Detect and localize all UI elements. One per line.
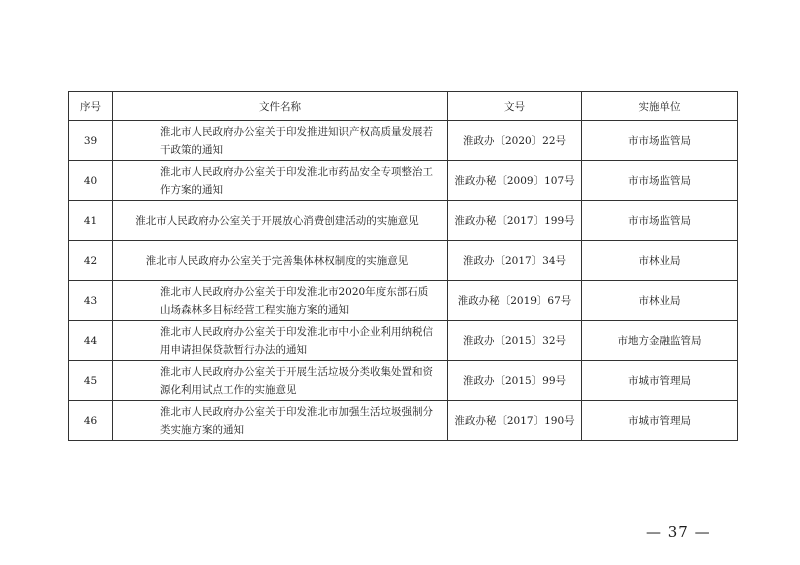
row-document-number: 淮政办秘〔2019〕67号 [448,281,582,321]
row-document-number: 淮政办〔2015〕99号 [448,361,582,401]
row-implementing-unit: 市林业局 [582,281,738,321]
header-implementing-unit: 实施单位 [582,92,738,121]
header-document-number: 文号 [448,92,582,121]
header-serial: 序号 [69,92,113,121]
row-implementing-unit: 市地方金融监管局 [582,321,738,361]
row-serial: 46 [69,401,113,441]
table-row [69,361,738,401]
page-number: — 37 — [646,523,711,541]
table-row [69,321,738,361]
row-file-name: 淮北市人民政府办公室关于印发淮北市2020年度东部石质山场森林多目标经营工程实施方案的通知 [113,281,448,321]
document-table [68,91,738,441]
row-implementing-unit: 市市场监管局 [582,121,738,161]
row-serial: 39 [69,121,113,161]
row-file-name: 淮北市人民政府办公室关于开展生活垃圾分类收集处置和资源化利用试点工作的实施意见 [113,361,448,401]
table-row [69,401,738,441]
table-row [69,201,738,241]
row-document-number: 淮政办秘〔2017〕199号 [448,201,582,241]
row-serial: 44 [69,321,113,361]
row-serial: 45 [69,361,113,401]
row-serial: 40 [69,161,113,201]
row-implementing-unit: 市城市管理局 [582,401,738,441]
row-implementing-unit: 市市场监管局 [582,201,738,241]
row-document-number: 淮政办〔2015〕32号 [448,321,582,361]
table-row [69,161,738,201]
row-serial: 42 [69,241,113,281]
table-row [69,241,738,281]
row-file-name: 淮北市人民政府办公室关于完善集体林权制度的实施意见 [113,241,448,281]
row-document-number: 淮政办秘〔2017〕190号 [448,401,582,441]
table-row [69,281,738,321]
row-file-name: 淮北市人民政府办公室关于印发淮北市加强生活垃圾强制分类实施方案的通知 [113,401,448,441]
row-file-name: 淮北市人民政府办公室关于开展放心消费创建活动的实施意见 [113,201,448,241]
row-file-name: 淮北市人民政府办公室关于印发推进知识产权高质量发展若干政策的通知 [113,121,448,161]
row-file-name: 淮北市人民政府办公室关于印发淮北市中小企业利用纳税信用申请担保贷款暂行办法的通知 [113,321,448,361]
row-document-number: 淮政办〔2017〕34号 [448,241,582,281]
row-document-number: 淮政办〔2020〕22号 [448,121,582,161]
row-implementing-unit: 市城市管理局 [582,361,738,401]
row-implementing-unit: 市市场监管局 [582,161,738,201]
table-header-row [69,92,738,121]
table-row [69,121,738,161]
row-implementing-unit: 市林业局 [582,241,738,281]
row-file-name: 淮北市人民政府办公室关于印发淮北市药品安全专项整治工作方案的通知 [113,161,448,201]
row-serial: 41 [69,201,113,241]
row-serial: 43 [69,281,113,321]
row-document-number: 淮政办秘〔2009〕107号 [448,161,582,201]
header-file-name: 文件名称 [113,92,448,121]
